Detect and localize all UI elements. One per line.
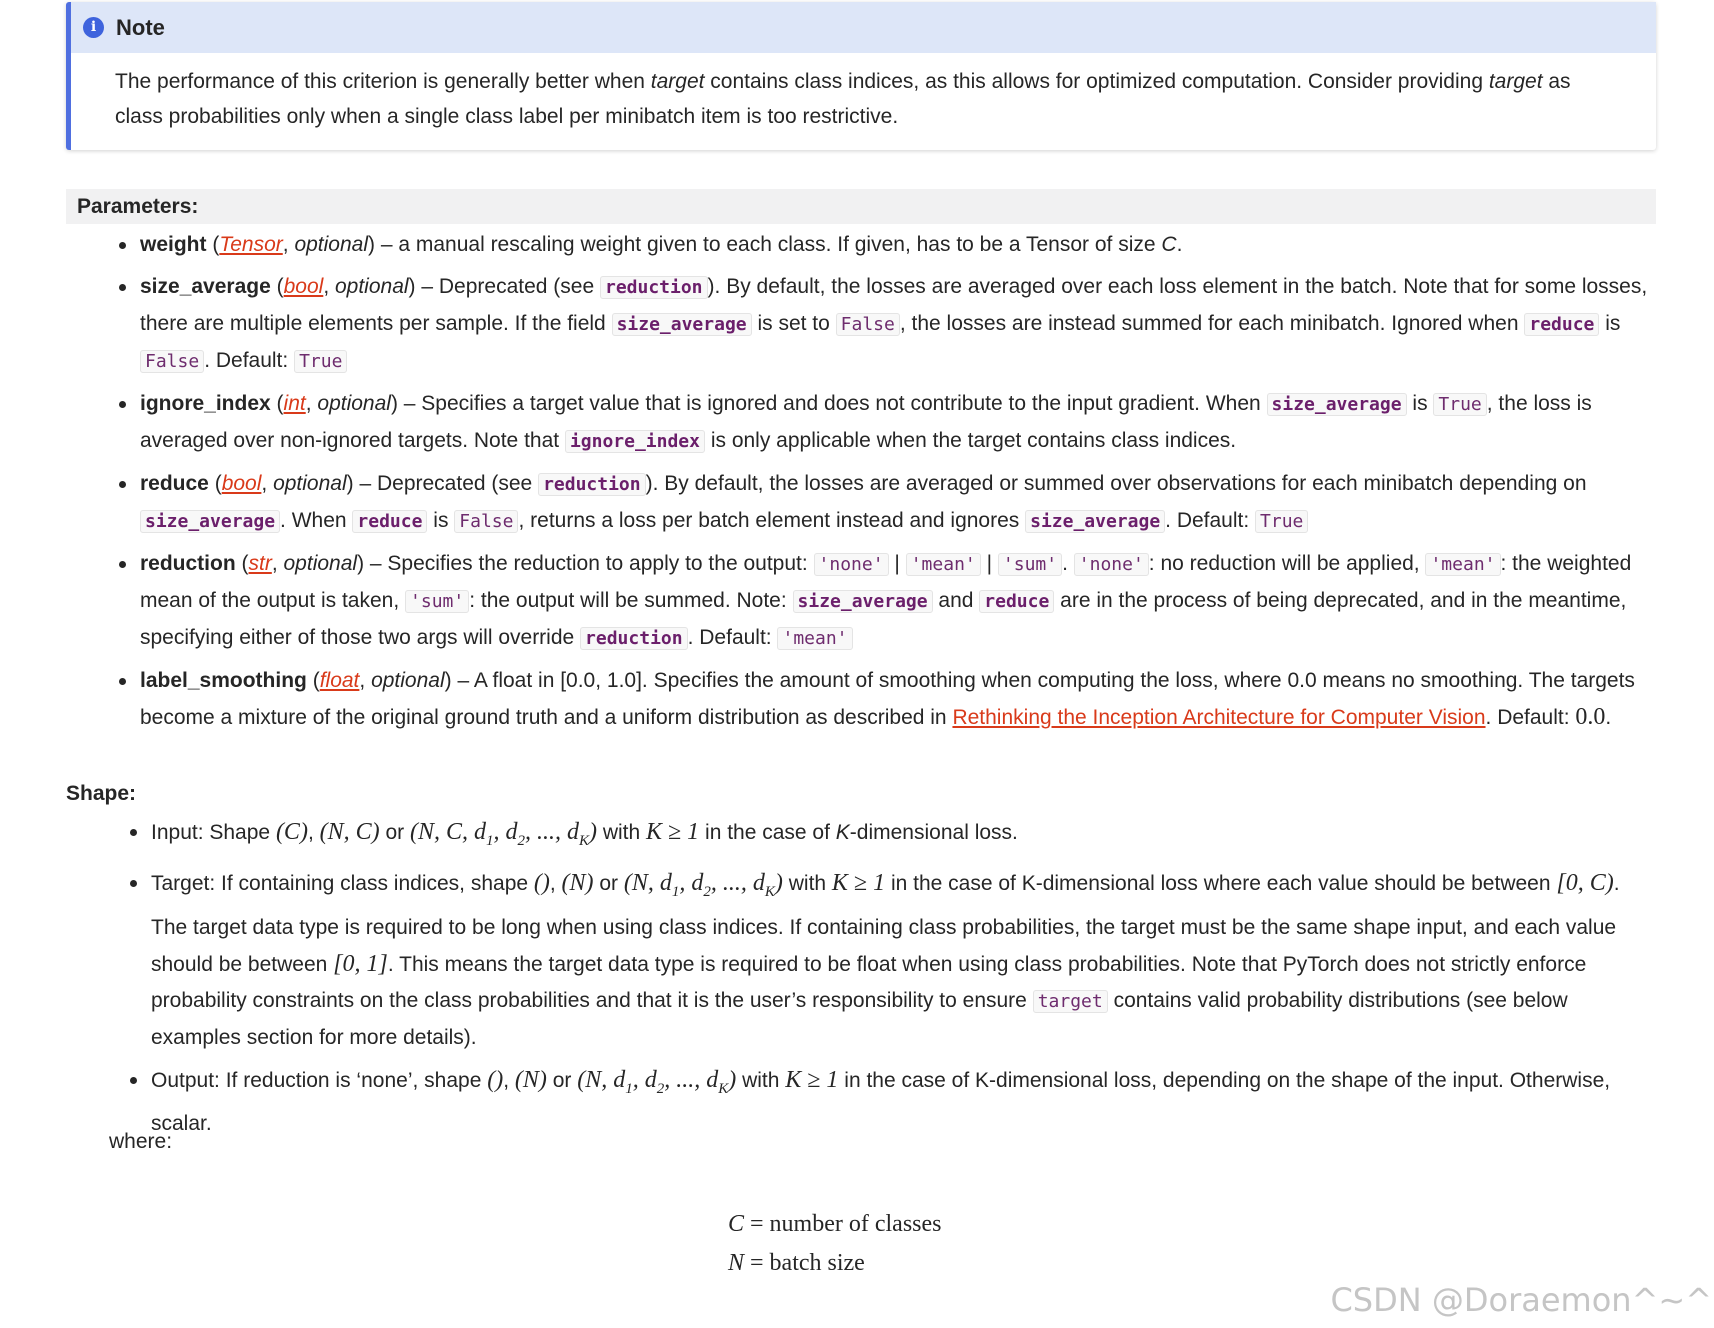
param-label-smoothing: label_smoothing (float, optional) – A float in [0.0, 1.0]. Specifies the amount of smoothing when computing the loss, where 0.0 means no smoothing. The targets become a mixture of the original ground truth and a uniform distribution as described in Rethinking the Inception Architecture for Computer Vision. Default: 0.0. [119, 663, 1659, 736]
type-link-bool[interactable]: bool [221, 472, 262, 495]
info-icon: i [83, 17, 104, 38]
code-literal: False [454, 510, 518, 533]
math-expression: (N, C, $d_1$, $d_2$, ..., $d_K$) [409, 819, 597, 849]
watermark: CSDN @Doraemon^~^ [1330, 1281, 1712, 1319]
code-literal: 'sum' [998, 553, 1062, 576]
param-ignore-index: ignore_index (int, optional) – Specifies a target value that is ignored and does not contribute to the input gradient. When size_average is True , the loss is averaged over non-ignored targets. Note that ignore_index is only applicable when the target contains class indices. [119, 386, 1659, 460]
code-literal: 'none' [814, 553, 889, 576]
note-body: The performance of this criterion is generally better when target contains class indices, as this allows for optimized computation. Consider providing target as class probabilities only when a single class label per minibatch item is too restrictive. [115, 70, 1571, 128]
code-literal: reduction [600, 276, 708, 299]
type-link-str[interactable]: str [248, 552, 272, 575]
param-name: reduce [140, 472, 209, 495]
code-literal: 'mean' [1425, 553, 1500, 576]
shape-list [130, 814, 1660, 1148]
code-literal: 'none' [1074, 553, 1149, 576]
code-literal: size_average [793, 590, 933, 613]
param-reduce: reduce (bool, optional) – Deprecated (see reduction ). By default, the losses are averaged or summed over observations for each minibatch depending on size_average . When reduce is False , returns a loss per batch element instead and ignores size_average . Default: True [119, 466, 1659, 540]
type-link-int[interactable]: int [283, 392, 306, 415]
code-literal: False [140, 350, 204, 373]
code-literal: False [836, 313, 900, 336]
code-literal: 'mean' [906, 553, 981, 576]
inception-paper-link[interactable]: Rethinking the Inception Architecture for Computer Vision [952, 706, 1486, 729]
shape-target: Target: If containing class indices, shape (), (N) or (N, $d_1$, $d_2$, ..., $d_K$) with K ≥ 1 in the case of K-dimensional loss where each value should be between [0, C). The target data type is required to be long when using class indices. If containing class probabilities, the target must be the same shape input, and each value should be between [0, 1]. This means the target data type is required to be float when using class probabilities. Note that PyTorch does not strictly enforce probability constraints on the class probabilities and that it is the user’s responsibility to ensure target contains valid probability distributions (see below examples section for more details). [130, 865, 1660, 1056]
param-name: ignore_index [140, 392, 271, 415]
code-literal: reduce [1524, 313, 1599, 336]
math-expression: (N, $d_1$, $d_2$, ..., $d_K$) [623, 869, 783, 900]
math-expression: (N, $d_1$, $d_2$, ..., $d_K$) [577, 1066, 737, 1097]
type-link-bool[interactable]: bool [283, 275, 324, 298]
code-literal: True [294, 350, 347, 373]
param-size-average: size_average (bool, optional) – Deprecated (see reduction ). By default, the losses are averaged over each loss element in the batch. Note that for some losses, there are multiple elements per sample. If the field size_average is set to False , the losses are instead summed for each minibatch. Ignored when reduce is False . Default: True [119, 269, 1659, 380]
note-admonition [66, 2, 1656, 150]
param-name: reduction [140, 552, 236, 575]
equation-batch-size: N = batch size [728, 1250, 865, 1276]
code-literal: True [1433, 393, 1486, 416]
note-title: Note [116, 14, 165, 40]
note-header [71, 2, 1656, 53]
param-weight: weight (Tensor, optional) – a manual rescaling weight given to each class. If given, has to be a Tensor of size C. [119, 227, 1659, 263]
code-literal: ignore_index [565, 430, 705, 453]
param-reduction: reduction (str, optional) – Specifies the reduction to apply to the output: 'none' | 'mean' | 'sum' . 'none' : no reduction will be applied, 'mean' : the weighted mean of the output is taken, 'sum' : the output will be summed. Note: size_average and reduce are in the process of being deprecated, and in the meantime, specifying either of those two args will override reduction . Default: 'mean' [119, 546, 1659, 657]
code-literal: reduce [979, 590, 1054, 613]
param-name: label_smoothing [140, 669, 307, 692]
shape-header: Shape: [66, 782, 137, 805]
code-literal: reduction [580, 627, 688, 650]
code-literal: reduction [538, 473, 646, 496]
type-link-tensor[interactable]: Tensor [219, 233, 283, 256]
equation-classes: C = number of classes [728, 1211, 942, 1237]
code-literal: size_average [140, 510, 280, 533]
code-literal: target [1033, 990, 1108, 1013]
code-literal: 'mean' [777, 627, 852, 650]
code-literal: size_average [612, 313, 752, 336]
code-literal: True [1255, 510, 1308, 533]
where-label: where: [109, 1130, 173, 1153]
code-literal: reduce [352, 510, 427, 533]
shape-input: Input: Shape (C), (N, C) or (N, C, $d_1$, $d_2$, ..., $d_K$) with K ≥ 1 in the case of K-dimensional loss. [130, 814, 1660, 859]
code-literal: 'sum' [405, 590, 469, 613]
type-link-float[interactable]: float [319, 669, 360, 692]
parameters-list [119, 227, 1659, 742]
shape-output: Output: If reduction is ‘none’, shape (), (N) or (N, $d_1$, $d_2$, ..., $d_K$) with K ≥ 1 in the case of K-dimensional loss, depending on the shape of the input. Otherwise, scalar. [130, 1062, 1660, 1143]
param-name: weight [140, 233, 207, 256]
parameters-header: Parameters: [66, 189, 1656, 224]
code-literal: size_average [1267, 393, 1407, 416]
code-literal: size_average [1025, 510, 1165, 533]
param-name: size_average [140, 275, 271, 298]
